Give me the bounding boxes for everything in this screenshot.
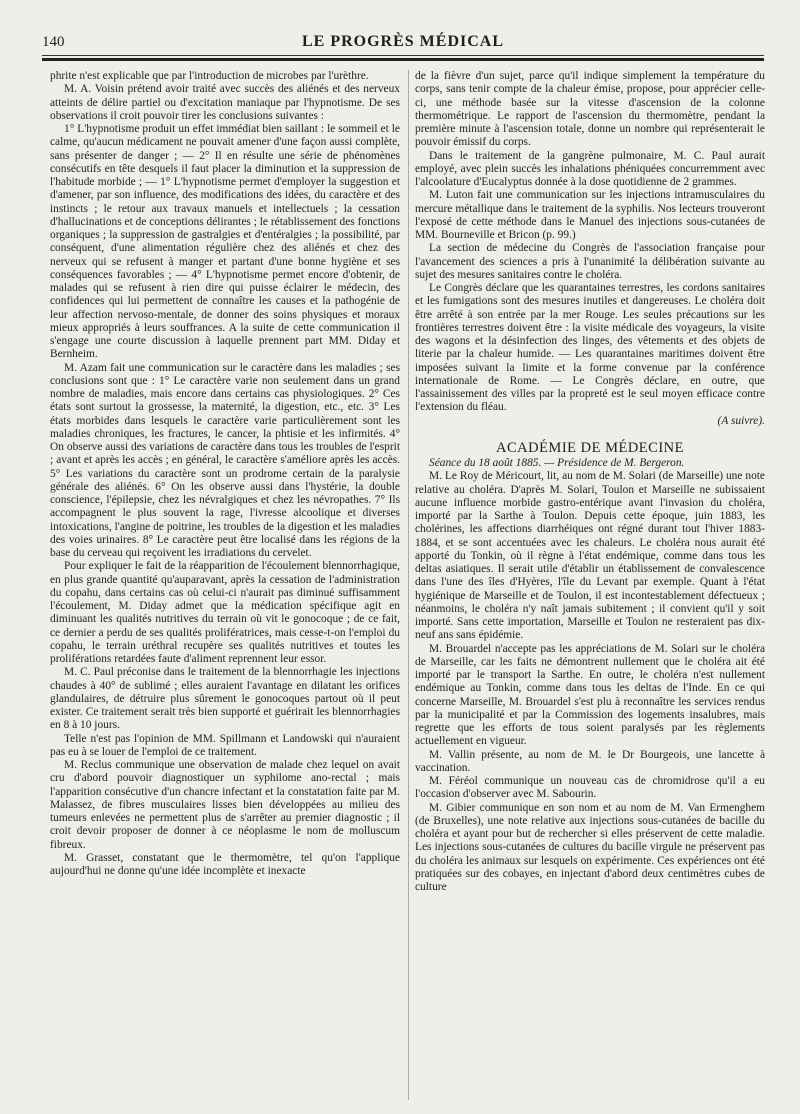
paragraph: M. Grasset, constatant que le thermomètre, tel qu'on l'applique aujourd'hui ne donne qu'une idée incomplète et inexacte (50, 851, 400, 877)
paragraph: La section de médecine du Congrès de l'association française pour l'avancement des sciences a pris à l'unanimité la délibération suivante au sujet des mesures sanitaires contre le choléra. (415, 242, 765, 281)
paragraph: M. A. Voisin prétend avoir traité avec succès des aliénés et des nerveux atteints de délire partiel ou d'excitation maniaque par l'hypnotisme. De ses observations il croit pouvoir tirer les conclusions suivantes : (50, 83, 400, 122)
paragraph: M. Le Roy de Méricourt, lit, au nom de M. Solari (de Marseille) une note relative au choléra. D'après M. Solari, Toulon et Marseille ne subissaient aucune influence morbide gastro-entérique avant l'invasion du choléra, importé par la Sarthe à Toulon. Depuis cette époque, juin 1883, les cholérines, les affections diarrhéiques ont régné durant tout l'hiver 1883-1884, et se sont accentuées avec les chaleurs. Le choléra nous aurait été apporté du Tonkin, où il règne à l'état endémique, comme dans tous les deltas asiatiques. Il serait utile d'établir un établissement de convalescence dans l'une des îles d'Hyères, l'île du Levant par exemple. Quant à l'état hygiénique de Marseille et de Toulon, il est incontestablement défectueux ; néanmoins, le choléra n'y naît jamais subitement ; il convient qu'il y soit importé. Sans cette importation, Marseille et Toulon ne resteraient pas dix-neuf ans sans épidémie. (415, 470, 765, 642)
header-rule-thin (42, 55, 764, 56)
paragraph: M. Azam fait une communication sur le caractère dans les maladies ; ses conclusions sont que : 1° Le caractère varie non seulement dans un grand nombre de maladies, mais encore dans certains cas physiologiques. 2° Ces états sont surtout la grossesse, la maternité, la digestion, etc., etc. 3° Les états morbides dans lesquels le caractère varie particulièrement sont les maladies chroniques, les fractures, le cancer, la phtisie et les infirmités. 4° On observe aussi des variations de caractère dans tous les troubles de l'esprit ; avant et après les accès ; en général, le caractère s'améliore après les accès. 5° Les variations du caractère sont un prodrome certain de la paralysie générale des aliénés. 6° On les observe aussi dans l'hystérie, la double conscience, l'épilepsie, chez les névralgiques et chez les névropathes. 7° Ils accompagnent le plus souvent la rage, l'ivresse alcoolique et diverses intoxications, l'angine de poitrine, les troubles de la digestion et les maladies des voies urinaires. 8° Le caractère peut être localisé dans les régions de la base du cerveau qui reçoivent les irradiations du cervelet. (50, 361, 400, 559)
a-suivre: (A suivre). (717, 414, 765, 427)
paragraph: Pour expliquer le fait de la réapparition de l'écoulement blennorrhagique, en plus grande quantité qu'auparavant, après la cessation de l'administration du copahu, dans certains cas où celui-ci n'aurait pas diminué suffisamment l'écoulement, M. Diday admet que la médication spécifique agit en diminuant les qualités nutritives du terrain où vit le gonocoque ; de ce fait, ce dernier a perdu de ses qualités prolifératrices, mais cesse-t-on l'emploi du copahu, le terrain uréthral recupère ses qualités nutritives et toutes les proliférations retardées faute d'aliment reprennent leur essor. (50, 560, 400, 665)
paragraph: M. Vallin présente, au nom de M. le Dr Bourgeois, une lancette à vaccination. (415, 748, 765, 774)
paragraph: M. Brouardel n'accepte pas les appréciations de M. Solari sur le choléra de Marseille, car les faits ne démontrent nullement que le choléra ait été importé par le transport la Sarthe. En outre, le choléra n'est nullement endémique au Tonkin, comme dans tous les deltas de l'Inde. En ce qui concerne Marseille, M. Brouardel s'est plu à reconnaître les services rendus par la municipalité et par la Commission des logements insalubres, mais regrette que les efforts de tous soient paralysés par les règlements actuellement en vigueur. (415, 642, 765, 748)
page-header (42, 30, 764, 58)
column-divider (408, 70, 409, 1100)
paragraph: M. Luton fait une communication sur les injections intramusculaires du mercure métallique dans le traitement de la syphilis. Nos lecteurs trouveront l'exposé de cette méthode dans le Manuel des injections sous-cutanées de MM. Bourneville et Bricon (p. 99.) (415, 189, 765, 241)
paragraph: Telle n'est pas l'opinion de MM. Spillmann et Landowski qui n'auraient pas eu à se louer de l'emploi de ce traitement. (50, 732, 400, 758)
left-column (50, 70, 400, 1104)
paragraph: de la fièvre d'un sujet, parce qu'il indique simplement la température du corps, sans tenir compte de la chaleur émise, propose, pour apprécier celle-ci, une méthode basée sur la vitesse d'ascension de la colonne thermométrique. Le rapport de l'ascension du thermomètre, pendant la première minute à l'ascension totale, donne un nombre qui représenterait le pouvoir émissif du corps. (415, 70, 765, 149)
paragraph: Dans le traitement de la gangrène pulmonaire, M. C. Paul aurait employé, avec plein succès les inhalations phéniquées concurremment avec l'alcoolature d'Eucalyptus donnée à la dose quotidienne de 2 grammes. (415, 149, 765, 188)
paragraph: Le Congrès déclare que les quarantaines terrestres, les cordons sanitaires et les fumigations sont des mesures inutiles et dangereuses. Le choléra doit être arrêté à son entrée par la mer Rouge. Les seules précautions sur les frontières terrestres doivent être : la visite médicale des voyageurs, la visite des wagons et la désinfection des linges, des vêtements et des objets de literie par la chaleur humide. — Les quarantaines maritimes doivent être imposées suivant la limite et la forme convenue par la conférence internationale de Rome. — Le Congrès déclare, en outre, que l'assainissement des villes par la propreté est le seul moyen efficace contre l'extension du fléau. (415, 282, 765, 414)
paragraph: M. Féréol communique un nouveau cas de chromidrose qu'il a eu l'occasion d'observer avec M. Sabourin. (415, 775, 765, 801)
paragraph: 1° L'hypnotisme produit un effet immédiat bien saillant : le sommeil et le calme, qu'aucun médicament ne pouvait amener d'une façon aussi complète, sans présenter de danger ; — 2° Il en résulte une série de phénomènes consécutifs en tête desquels il faut placer la diminution et la suppression de l'habitude morbide ; — 1° L'hypnotisme permet d'employer la suggestion et d'amener, par son influence, des modifications des idées, du caractère et des instincts ; le retour aux travaux manuels et intellectuels ; la cessation d'hallucinations et de conceptions délirantes ; le rétablissement des fonctions organiques ; la suppression de gastralgies et d'entéralgies ; la possibilité, par conséquent, d'une alimentation régulière chez des aliénés et chez des nerveux qui se refusent à manger et partant d'une bonne hygiène et ses conséquences favorables ; — 4° L'hypnotisme permet encore d'obtenir, de malades qui se refusent à rien dire qui puisse éclairer le médecin, des confidences qui lui permettent de connaître les causes et la pathogénie de leur affection nervoso-mentale, de donner des soins physiques et moraux mieux appropriés à leurs souffrances. A la suite de cette communication il s'engage une courte discussion à laquelle prennent part MM. Diday et Bernheim. (50, 123, 400, 361)
running-title: LE PROGRÈS MÉDICAL (301, 33, 505, 50)
page-number: 140 (42, 34, 65, 50)
paragraph: M. Reclus communique une observation de malade chez lequel on avait cru d'abord pouvoir diagnostiquer un syphilome ano-rectal ; mais l'apparition consécutive d'un chancre infectant et la constatation faite par M. Malassez, de fibres musculaires lisses bien développées au milieu des tumeurs enlevées ne permettent plus de s'arrêter au premier diagnostic ; il croit devoir proposer de donner à ce néoplasme le nom de molluscum fibreux. (50, 759, 400, 851)
paragraph: M. Gibier communique en son nom et au nom de M. Van Ermenghem (de Bruxelles), une note relative aux injections sous-cutanées de bacille du choléra et ayant pour but de rechercher si elles préservent de cette maladie. Les injections sous-cutanées de cultures du bacille virgule ne préservent pas du choléra les animaux sur lesquels on expérimente. Ces expériences ont été pratiquées sur des cobayes, en injectant d'abord deux centimètres cubes de culture (415, 801, 765, 893)
header-rule-thick (42, 58, 764, 61)
right-column (415, 70, 765, 1104)
section-title: ACADÉMIE DE MÉDECINE (495, 439, 684, 456)
session-line: Séance du 18 août 1885. — Présidence de M. Bergeron. (429, 457, 685, 469)
paragraph: M. C. Paul préconise dans le traitement de la blennorrhagie les injections chaudes à 40° de sublimé ; elles auraient l'avantage en dilatant les orifices glandulaires, de détruire plus sûrement le gonocoques partout où il peut exister. Ce traitement serait très bien supporté et guérirait les blennorrhagies en 8 à 10 jours. (50, 666, 400, 732)
paragraph: phrite n'est explicable que par l'introduction de microbes par l'urèthre. (50, 70, 369, 82)
